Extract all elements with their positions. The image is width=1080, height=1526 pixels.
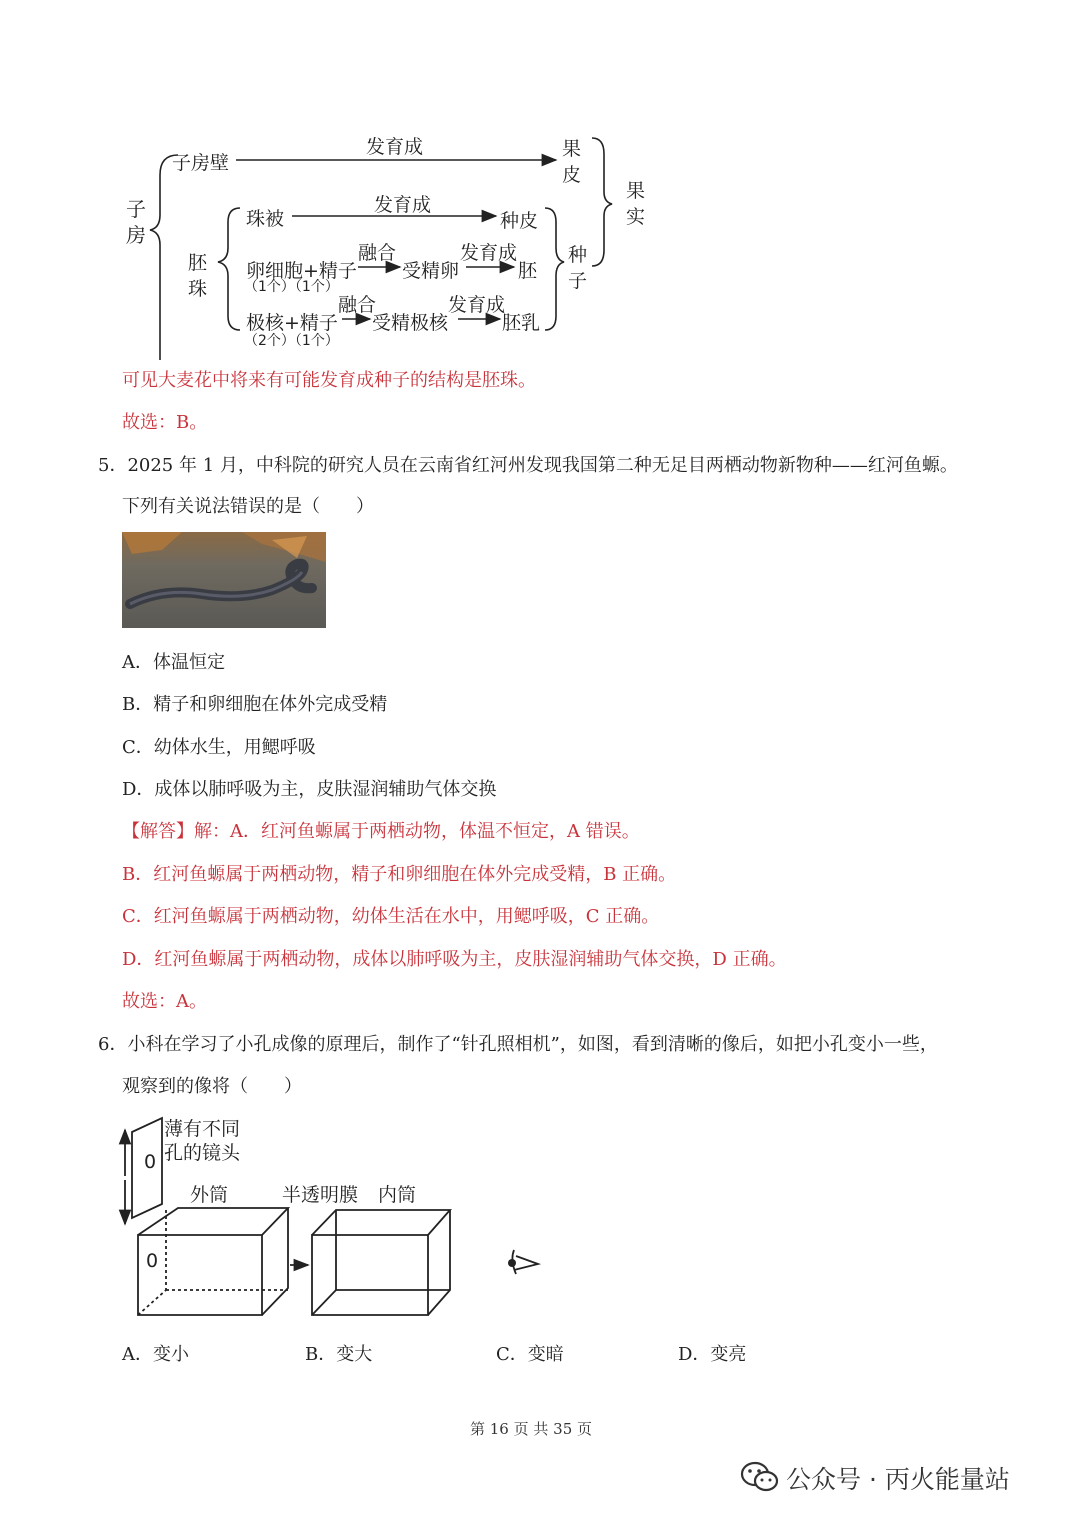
seed-brace xyxy=(545,208,564,330)
q5-option-d: D．成体以肺呼吸为主，皮肤湿润辅助气体交换 xyxy=(122,779,497,800)
q5-solution-4: D．红河鱼螈属于两栖动物，成体以肺呼吸为主，皮肤湿润辅助气体交换，D 正确。 xyxy=(122,949,787,970)
outer-tube-front xyxy=(138,1235,262,1315)
q6-option-d: D．变亮 xyxy=(678,1344,747,1365)
q6-option-b: B．变大 xyxy=(305,1344,373,1365)
inner-tube-label: 内筒 xyxy=(378,1184,417,1206)
count-label-1: （1个）（1个） xyxy=(244,279,339,295)
q5-solution-3: C．红河鱼螈属于两栖动物，幼体生活在水中，用鳃呼吸，C 正确。 xyxy=(122,906,660,927)
watermark-text: 公众号 · 丙火能量站 xyxy=(786,1465,1010,1494)
egg-sperm-label: 卵细胞+精子 xyxy=(246,260,357,282)
ovary-development-diagram xyxy=(0,120,700,360)
zygote-label: 受精卵 xyxy=(402,260,460,282)
ovule-label-2: 珠 xyxy=(188,278,208,300)
embryo-label: 胚 xyxy=(518,260,538,282)
lens-hole-mark: 0 xyxy=(144,1151,157,1173)
q5-stem-line1: 5．2025 年 1 月，中科院的研究人员在云南省红河州发现我国第二种无足目两栖动物新物种——红河鱼螈。 xyxy=(98,455,958,476)
fusion-label-2: 融合 xyxy=(338,294,377,316)
count-label-2: （2个）（1个） xyxy=(244,333,339,349)
ovary-brace xyxy=(150,155,178,360)
lens-label-1: 薄有不同 xyxy=(164,1118,241,1140)
lens-label-2: 孔的镜头 xyxy=(164,1142,241,1164)
outer-tube-label: 外筒 xyxy=(190,1184,229,1206)
develops-label-1: 发育成 xyxy=(366,136,424,158)
endosperm-label: 胚乳 xyxy=(502,312,541,334)
develops-label-4: 发育成 xyxy=(448,294,506,316)
develops-label-2: 发育成 xyxy=(374,194,432,216)
q5-solution-1: 【解答】解：A．红河鱼螈属于两栖动物，体温不恒定，A 错误。 xyxy=(122,821,640,842)
ovary-label: 子房 xyxy=(126,197,146,247)
q4-conclusion: 可见大麦花中将来有可能发育成种子的结构是胚珠。 xyxy=(122,370,536,391)
q5-solution-2: B．红河鱼螈属于两栖动物，精子和卵细胞在体外完成受精，B 正确。 xyxy=(122,864,677,885)
fruit-brace xyxy=(592,138,612,266)
q6-stem-line1: 6．小科在学习了小孔成像的原理后，制作了“针孔照相机”，如图，看到清晰的像后，如把小孔变小一些， xyxy=(98,1034,938,1055)
develops-label-3: 发育成 xyxy=(460,242,518,264)
eye-pupil xyxy=(508,1259,516,1267)
fusion-label-1: 融合 xyxy=(358,242,397,264)
ovary-wall-label: 子房壁 xyxy=(172,152,230,174)
page-footer: 第 16 页 共 35 页 xyxy=(470,1420,593,1438)
fruit-label-2: 实 xyxy=(626,206,646,228)
wechat-icon xyxy=(740,1460,780,1494)
seed-coat-label: 种皮 xyxy=(500,210,539,232)
q5-stem-line2: 下列有关说法错误的是（ ） xyxy=(122,496,374,517)
ovule-label-1: 胚 xyxy=(188,252,208,274)
q5-answer: 故选：A。 xyxy=(122,991,207,1012)
outer-hole-mark: 0 xyxy=(146,1250,159,1272)
membrane-label: 半透明膜 xyxy=(282,1184,359,1206)
inner-tube-front xyxy=(312,1235,428,1315)
q5-option-a: A．体温恒定 xyxy=(122,652,225,673)
ovule-brace xyxy=(218,208,240,330)
q4-answer: 故选：B。 xyxy=(122,412,208,433)
q6-stem-line2: 观察到的像将（ ） xyxy=(122,1076,302,1097)
q5-option-b: B．精子和卵细胞在体外完成受精 xyxy=(122,694,388,715)
q6-option-a: A．变小 xyxy=(122,1344,189,1365)
seed-label-1: 种 xyxy=(568,244,588,266)
seed-label-2: 子 xyxy=(568,270,588,292)
q5-option-c: C．幼体水生，用鳃呼吸 xyxy=(122,737,316,758)
fruit-label-1: 果 xyxy=(626,180,646,202)
q6-option-c: C．变暗 xyxy=(496,1344,564,1365)
fertilized-polar-label: 受精极核 xyxy=(372,312,449,334)
polar-sperm-label: 极核+精子 xyxy=(246,312,338,334)
caecilian-photo xyxy=(122,532,326,628)
pericarp-label-1: 果 xyxy=(562,138,582,160)
integument-label: 珠被 xyxy=(246,208,285,230)
pericarp-label-2: 皮 xyxy=(562,164,582,186)
